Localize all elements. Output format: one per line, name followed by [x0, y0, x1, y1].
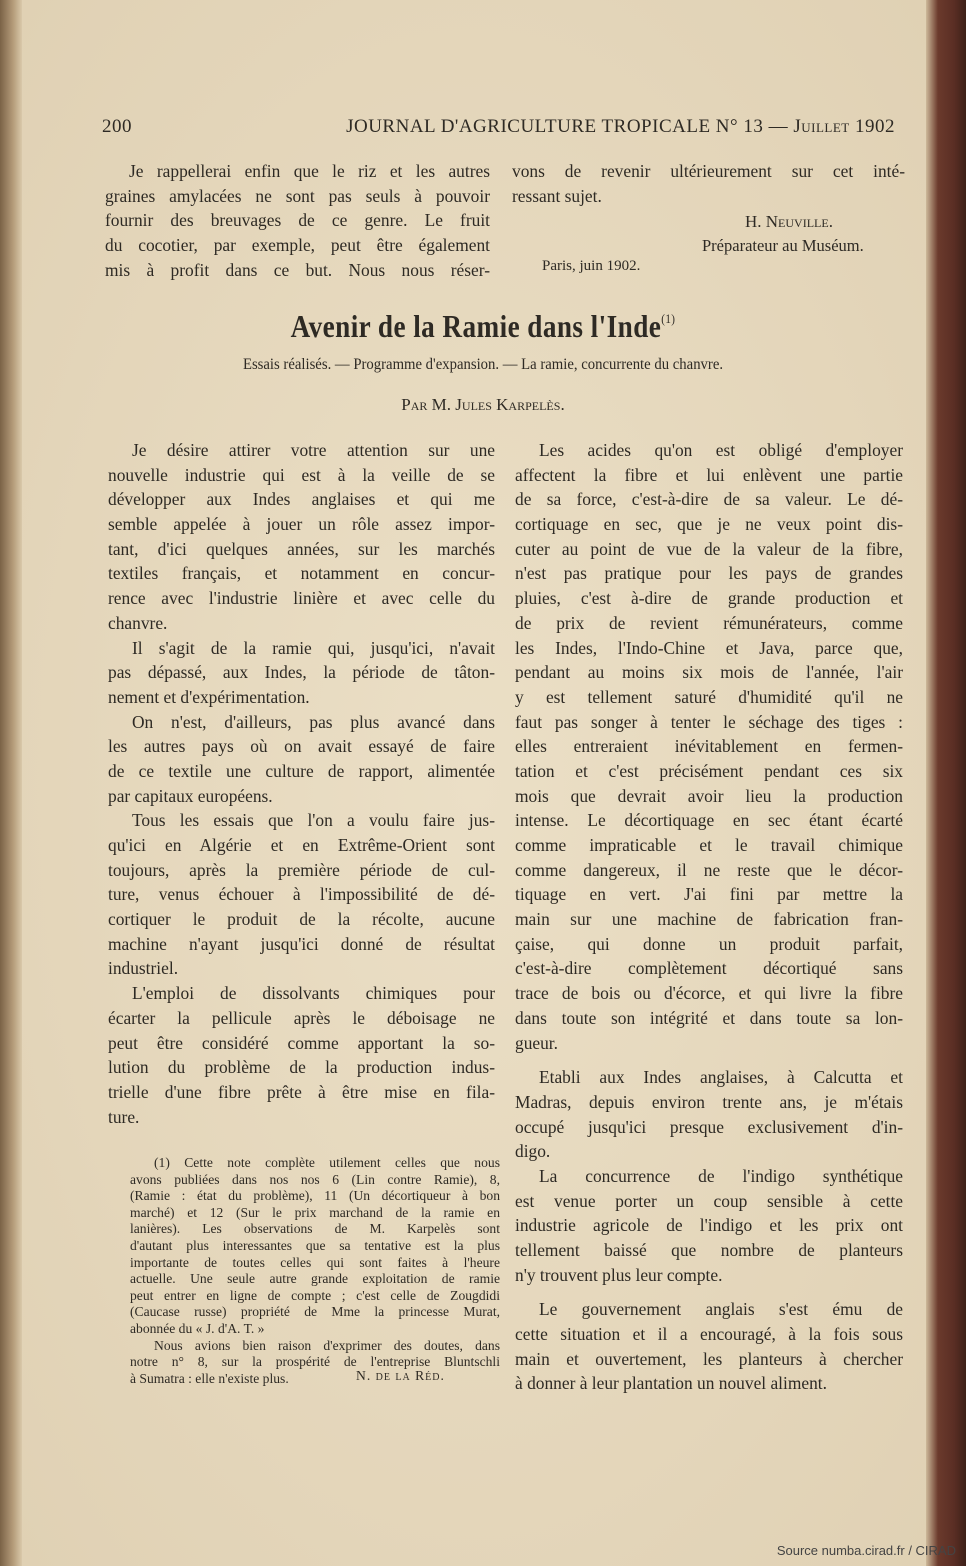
text-line: comme impraticable et le travail chimique: [515, 835, 903, 855]
text-line: intense. Le décortiquage en sec étant écarté: [515, 810, 903, 831]
previous-article-left: [105, 159, 490, 282]
text-line: les Indes, l'Indo-Chine et Java, parce que,: [515, 637, 903, 658]
text-line: n'y trouvent plus leur compte.: [515, 1264, 723, 1285]
text-line: c'est-à-dire complètement décortiqué sans: [515, 958, 903, 979]
text-line: Je rappellerai enfin que le riz et les autres: [129, 161, 490, 181]
article-title-text: Avenir de la Ramie dans l'Inde: [290, 308, 662, 344]
text-line: nouvelle industrie qui est à la veille de se: [108, 464, 495, 485]
text-line: gueur.: [515, 1032, 558, 1053]
text-line: qu'ici en Algérie et en Extrême-Orient sont: [108, 835, 495, 855]
text-line: de prix de revient rémunérateurs, comme: [515, 612, 903, 633]
text-line: peut être considéré comme apportant la so-: [108, 1032, 495, 1053]
text-line: mois que devrait avoir lieu la production: [515, 785, 903, 806]
text-line: de ce textile une culture de rapport, alimentée: [108, 760, 495, 781]
text-line: La concurrence de l'indigo synthétique: [539, 1165, 903, 1186]
text-line: tation et c'est précisément pendant ces six: [515, 760, 903, 781]
text-line: digo.: [515, 1141, 551, 1162]
text-line: ressant sujet.: [512, 185, 602, 206]
text-line: de sa force, c'est-à-dire de sa valeur. Le dé-: [515, 489, 903, 510]
text-line: ture, venus échouer à l'impossibilité de dé-: [108, 884, 495, 905]
article-subtitle: Essais réalisés. — Programme d'expansion. — La ramie, concurrente du chanvre.: [242, 356, 724, 373]
text-line: peut entrer en ligne de compte ; c'est celle de Zougdidi: [130, 1287, 500, 1303]
text-line: Nous avions bien raison d'exprimer des doutes, dans: [154, 1337, 500, 1353]
text-line: actuelle. Une seule autre grande exploitation de ramie: [130, 1271, 500, 1287]
text-line: notre n° 8, sur la prospérité de l'entreprise Bluntschli: [130, 1354, 500, 1370]
text-line: lution du problème de la production indus-: [108, 1057, 495, 1078]
text-line: Il s'agit de la ramie qui, jusqu'ici, n'avait: [132, 637, 495, 658]
journal-title: JOURNAL D'AGRICULTURE TROPICALE N° 13 —: [346, 116, 794, 137]
text-line: Les acides qu'on est obligé d'employer: [539, 440, 903, 460]
text-line: dans toute son intégrité et dans toute sa lon-: [515, 1007, 903, 1028]
text-line: occupé jusqu'ici presque exclusivement d'in-: [515, 1116, 903, 1137]
text-line: faut pas songer à tenter le séchage des tiges :: [515, 711, 903, 732]
text-line: textiles français, et notamment en concur-: [108, 563, 495, 584]
previous-article-right: [512, 159, 905, 208]
byline: Par M. Jules Karpelès.: [401, 395, 565, 414]
text-line: cuter au point de vue de la valeur de la fibre,: [515, 538, 903, 559]
text-line: rence avec l'industrie linière et avec celle du: [108, 588, 495, 609]
text-line: écarter la pellicule après le déboisage ne: [108, 1007, 495, 1028]
text-line: par capitaux européens.: [108, 785, 273, 806]
body-left-column: [108, 438, 495, 1129]
text-line: semble appelée à jouer un rôle assez impor-: [108, 514, 495, 535]
text-line: vons de revenir ultérieurement sur cet inté-: [512, 161, 905, 181]
book-spine-edge: [0, 0, 22, 1566]
running-header: [270, 116, 895, 138]
footnote: [130, 1155, 500, 1387]
previous-author: H. Neuville.: [745, 212, 833, 231]
body-right-column: [515, 438, 903, 1396]
text-line: cortiquage en sec, que je ne veux point dis-: [515, 514, 903, 535]
previous-author-title: Préparateur au Muséum.: [702, 236, 864, 255]
text-line: industrie agricole de l'indigo et les prix ont: [515, 1215, 903, 1236]
text-line: chanvre.: [108, 612, 168, 633]
text-line: main et ouvertement, les planteurs à chercher: [515, 1348, 903, 1369]
dateline: Paris, juin 1902.: [542, 258, 641, 274]
text-line: à Sumatra : elle n'existe plus.: [130, 1370, 289, 1386]
text-line: les autres pays où on avait essayé de faire: [108, 736, 495, 757]
text-line: (1) Cette note complète utilement celles que nous: [154, 1155, 500, 1170]
text-line: trace de bois ou d'écorce, et qui livre la fibre: [515, 983, 903, 1004]
text-line: tiquage en vert. J'ai fini par mettre la: [515, 884, 903, 905]
text-line: (Ramie : état du problème), 11 (Un décortiqueur à bon: [130, 1188, 500, 1204]
text-line: marché) et 12 (Sur le prix marchand de la ramie en: [130, 1204, 500, 1220]
text-line: graines amylacées ne sont pas seuls à pouvoir: [105, 185, 490, 206]
text-line: On n'est, d'ailleurs, pas plus avancé dans: [132, 711, 495, 732]
text-line: développer aux Indes anglaises et qui me: [108, 489, 495, 510]
text-line: y est tellement saturé d'humidité qu'il ne: [515, 686, 903, 707]
text-line: Le gouvernement anglais s'est ému de: [539, 1299, 903, 1320]
text-line: industriel.: [108, 958, 179, 979]
text-line: main sur une machine de fabrication fran-: [515, 909, 903, 930]
text-line: L'emploi de dissolvants chimiques pour: [132, 983, 495, 1004]
text-line: Je désire attirer votre attention sur une: [132, 440, 495, 460]
text-line: toujours, après la première période de cul-: [108, 859, 495, 880]
text-line: çaise, qui donne un produit parfait,: [515, 933, 903, 954]
text-line: nement et d'expérimentation.: [108, 686, 310, 707]
binding-edge: [926, 0, 966, 1566]
text-line: mis à profit dans ce but. Nous nous réser-: [105, 259, 490, 280]
text-line: elles entreraient inévitablement en fermen-: [515, 736, 903, 757]
footnote-signature: N. de la Réd.: [356, 1368, 445, 1383]
text-line: abonnée du « J. d'A. T. »: [130, 1320, 265, 1336]
text-line: d'autant plus interessantes que sa tentative est la plus: [130, 1237, 500, 1253]
text-line: avons publiées dans nos nos 6 (Lin contre Ramie), 8,: [130, 1171, 500, 1187]
text-line: ture.: [108, 1106, 140, 1127]
text-line: machine n'ayant jusqu'ici donné de résultat: [108, 933, 495, 954]
text-line: Madras, depuis environ trente ans, je m'étais: [515, 1091, 903, 1112]
page-number: 200: [102, 116, 132, 137]
text-line: (Caucase russe) propriété de Mme la princesse Murat,: [130, 1304, 500, 1320]
text-line: lanières). Les observations de M. Karpelès sont: [130, 1221, 500, 1237]
text-line: pluies, c'est à-dire de grande production et: [515, 588, 903, 609]
text-line: cortiquer le produit de la récolte, aucune: [108, 909, 495, 930]
text-line: pas dépassé, aux Indes, la période de tâton-: [108, 662, 495, 683]
text-line: n'est pas pratique pour les pays de grandes: [515, 563, 903, 584]
text-line: est venue porter un coup sensible à cette: [515, 1190, 903, 1211]
article-title: [72, 308, 893, 345]
text-line: Etabli aux Indes anglaises, à Calcutta et: [539, 1067, 903, 1088]
text-line: cette situation et il a encouragé, à la fois sous: [515, 1324, 903, 1345]
source-credit: Source numba.cirad.fr / CIRAD: [776, 1543, 956, 1558]
text-line: fournir des breuvages de ce genre. Le fruit: [105, 210, 490, 231]
text-line: trielle d'une fibre prête à être mise en fila-: [108, 1081, 495, 1102]
text-line: comme dangereux, il ne reste que le décor-: [515, 859, 903, 880]
issue-date: Juillet 1902: [793, 116, 895, 137]
title-footnote-ref: (1): [661, 311, 676, 326]
text-line: à donner à leur plantation un nouvel aliment.: [515, 1373, 827, 1394]
text-line: affectent la fibre et lui enlèvent une partie: [515, 464, 903, 485]
text-line: pendant au moins six mois de l'année, l'air: [515, 662, 903, 683]
text-line: importante de toutes celles qui sont faites à l'heure: [130, 1254, 500, 1270]
text-line: Tous les essais que l'on a voulu faire jus-: [132, 810, 495, 831]
text-line: tant, d'ici quelques années, sur les marchés: [108, 538, 495, 559]
text-line: du cocotier, par exemple, peut être également: [105, 235, 490, 256]
text-line: tellement baissé que nombre de planteurs: [515, 1240, 903, 1260]
